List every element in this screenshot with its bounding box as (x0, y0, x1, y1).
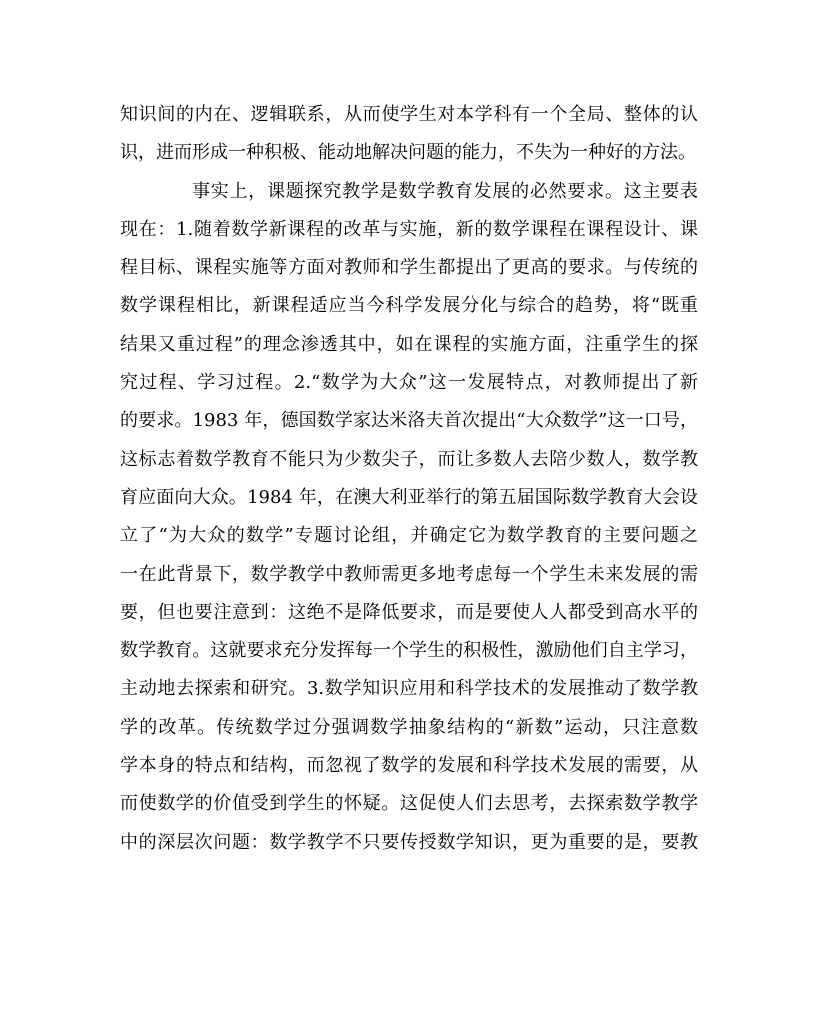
text-line: 结果又重过程”的理念渗透其中，如在课程的实施方面，注重学生的探 (120, 333, 698, 355)
text-line: 主动地去探索和研究。3.数学知识应用和科学技术的发展推动了数学教 (120, 678, 698, 700)
text-line: 中的深层次问题：数学教学不只要传授数学知识，更为重要的是，要教 (120, 831, 698, 853)
text-line: 一在此背景下，数学教学中教师需更多地考虑每一个学生未来发展的需 (120, 563, 698, 585)
text-line: 数学课程相比，新课程适应当今科学发展分化与综合的趋势，将“既重 (120, 295, 698, 317)
text-line: 学的改革。传统数学过分强调数学抽象结构的“新数”运动，只注意数 (120, 716, 698, 738)
paragraph-first-line: 事实上，课题探究教学是数学教育发展的必然要求。这主要表 (192, 180, 698, 202)
text-line: 现在：1.随着数学新课程的改革与实施，新的数学课程在课程设计、课 (120, 218, 698, 240)
text-line: 知识间的内在、逻辑联系，从而使学生对本学科有一个全局、整体的认 (120, 104, 698, 125)
text-line: 育应面向大众。1984 年，在澳大利亚举行的第五届国际数学教育大会设 (120, 486, 698, 508)
body-text (120, 96, 698, 862)
text-line: 要，但也要注意到：这绝不是降低要求，而是要使人人都受到高水平的 (120, 601, 698, 623)
text-line: 这标志着数学教育不能只为少数尖子，而让多数人去陪少数人，数学教 (120, 448, 698, 470)
text-line: 究过程、学习过程。2.“数学为大众”这一发展特点，对教师提出了新 (120, 372, 698, 394)
text-line: 而使数学的价值受到学生的怀疑。这促使人们去思考，去探索数学教学 (120, 793, 698, 815)
text-line: 识，进而形成一种积极、能动地解决问题的能力，不失为一种好的方法。 (120, 142, 696, 164)
text-line: 立了“为大众的数学”专题讨论组，并确定它为数学教育的主要问题之 (120, 525, 698, 547)
text-line: 数学教育。这就要求充分发挥每一个学生的积极性，激励他们自主学习， (120, 640, 698, 662)
text-line: 学本身的特点和结构，而忽视了数学的发展和科学技术发展的需要，从 (120, 755, 698, 777)
text-line: 的要求。1983 年，德国数学家达米洛夫首次提出“大众数学”这一口号， (120, 410, 698, 432)
text-line: 程目标、课程实施等方面对教师和学生都提出了更高的要求。与传统的 (120, 257, 698, 279)
